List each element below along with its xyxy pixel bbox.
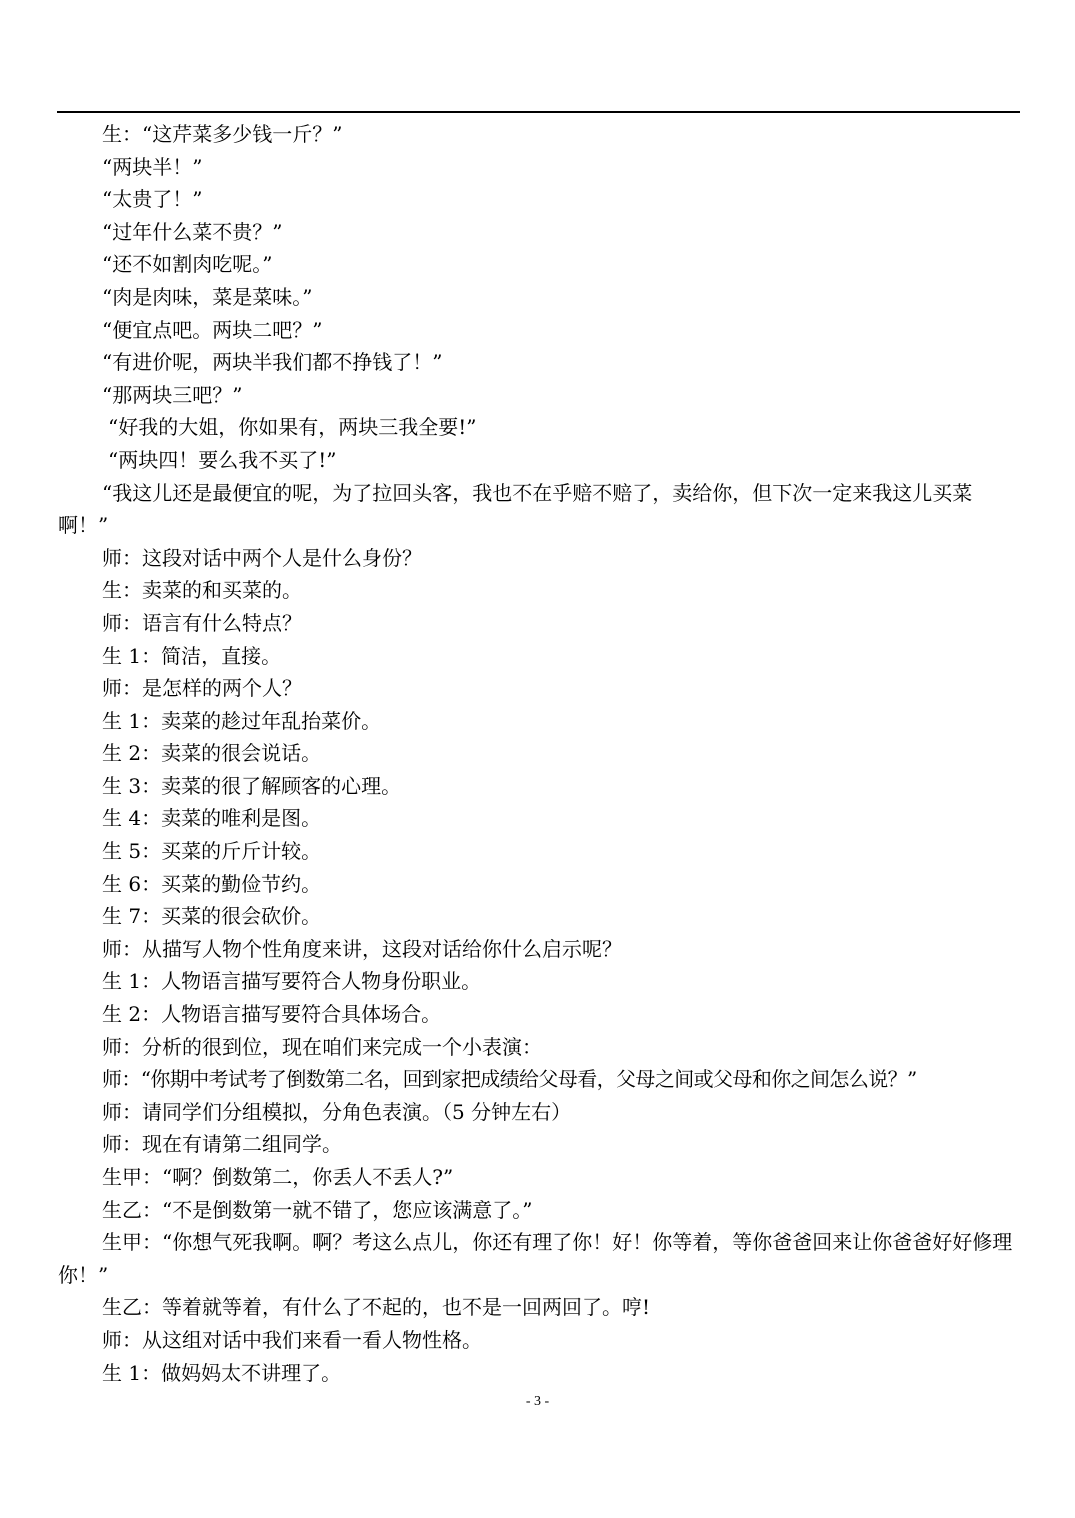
text-line: 师：请同学们分组模拟，分角色表演。（5 分钟左右） xyxy=(102,1099,572,1124)
text-line: 师：是怎样的两个人？ xyxy=(102,676,302,701)
text-line: 生甲：“啊？倒数第二，你丢人不丢人?” xyxy=(102,1165,454,1189)
text-line: 生乙：等着就等着，有什么了不起的，也不是一回两回了。哼! xyxy=(102,1295,651,1320)
text-line: “两块四！要么我不买了!” xyxy=(108,447,337,472)
text-line: 生乙：“不是倒数第一就不错了，您应该满意了。” xyxy=(102,1197,533,1222)
text-line: “好我的大姐，你如果有，两块三我全要!” xyxy=(108,415,477,440)
text-line: 生 1：卖菜的趁过年乱抬菜价。 xyxy=(102,708,382,733)
text-line: “肉是肉味，菜是菜味。” xyxy=(102,284,313,309)
text-line: 生：“这芹菜多少钱一斤？” xyxy=(102,122,343,146)
body-text xyxy=(58,118,1020,1389)
text-line: 生 7：买菜的很会砍价。 xyxy=(102,904,322,929)
text-line: “那两块三吧？” xyxy=(102,382,243,407)
header-rule xyxy=(57,111,1020,113)
text-line: 生 1：人物语言描写要符合人物身份职业。 xyxy=(102,969,482,994)
text-line: “太贵了！” xyxy=(102,187,203,212)
text-line: 师：“你期中考试考了倒数第二名，回到家把成绩给父母看，父母之间或父母和你之间怎么说？” xyxy=(102,1067,917,1092)
text-line: 生 5：买菜的斤斤计较。 xyxy=(102,839,322,864)
text-line: 生 4：卖菜的唯利是图。 xyxy=(102,806,322,831)
text-line: 师：现在有请第二组同学。 xyxy=(102,1132,342,1157)
text-line: 生 1：做妈妈太不讲理了。 xyxy=(102,1360,342,1385)
text-line: 生 2：人物语言描写要符合具体场合。 xyxy=(102,1002,442,1027)
text-line: “过年什么菜不贵？” xyxy=(102,219,283,244)
text-line: “便宜点吧。两块二吧？” xyxy=(102,317,323,342)
text-line: “还不如割肉吃呢。” xyxy=(102,252,273,277)
text-line: 师：从这组对话中我们来看一看人物性格。 xyxy=(102,1327,482,1352)
text-paragraph: “我这儿还是最便宜的呢，为了拉回头客，我也不在乎赔不赔了，卖给你，但下次一定来我这儿买菜啊！” xyxy=(58,480,973,538)
text-line: “两块半！” xyxy=(102,154,203,179)
text-line: 师：语言有什么特点？ xyxy=(102,610,302,635)
text-line: 生 2：卖菜的很会说话。 xyxy=(102,741,322,766)
text-paragraph: 生甲：“你想气死我啊。啊？考这么点儿，你还有理了你！好！你等着，等你爸爸回来让你爸爸好好修理你！” xyxy=(58,1230,1013,1287)
text-line: “有进价呢，两块半我们都不挣钱了！” xyxy=(102,350,443,375)
text-line: 生 6：买菜的勤俭节约。 xyxy=(102,871,322,896)
text-line: 师：分析的很到位，现在咱们来完成一个小表演： xyxy=(102,1034,542,1059)
text-line: 师：这段对话中两个人是什么身份？ xyxy=(102,545,422,570)
text-line: 师：从描写人物个性角度来讲，这段对话给你什么启示呢？ xyxy=(102,936,622,961)
text-line: 生 1：简洁，直接。 xyxy=(102,643,282,668)
page-number: - 3 - xyxy=(525,1394,550,1409)
text-line: 生：卖菜的和买菜的。 xyxy=(102,578,302,603)
text-line: 生 3：卖菜的很了解顾客的心理。 xyxy=(102,773,402,798)
